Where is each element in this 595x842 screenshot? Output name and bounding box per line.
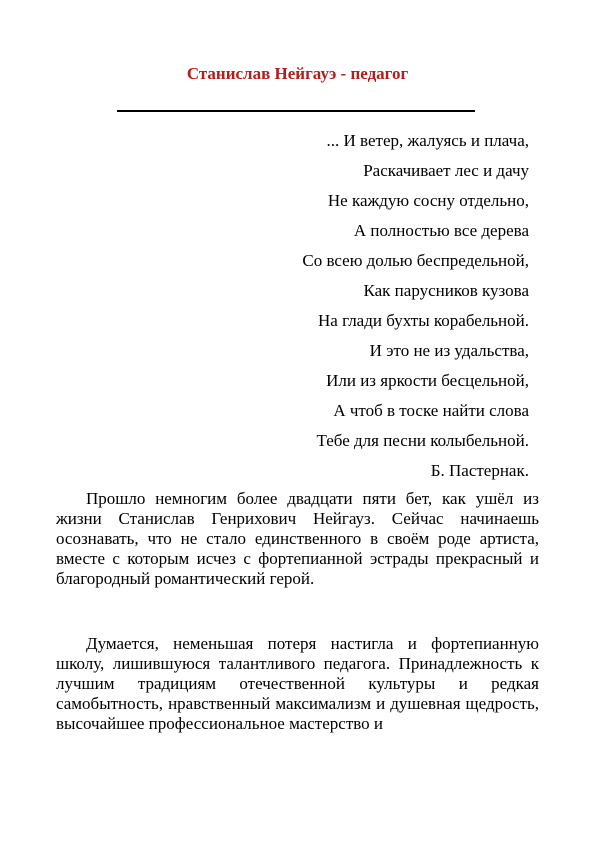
poem-author: Б. Пастернак. [430,461,529,480]
poem-line: А чтоб в тоске найти слова [333,401,529,420]
poem-line: Со всею долью беспредельной, [302,251,529,270]
poem-line: ... И ветер, жалуясь и плача, [326,131,529,150]
poem-line: Раскачивает лес и дачу [363,161,529,180]
epigraph-poem [129,126,529,486]
title-divider [117,110,475,112]
poem-line: Тебе для песни колыбельной. [316,431,529,450]
poem-line: На глади бухты корабельной. [318,311,529,330]
poem-line: И это не из удальства, [369,341,529,360]
body-paragraph: Прошло немногим более двадцати пяти бет, как ушёл из жизни Станислав Генрихович Нейгауз. Сейчас начинаешь осознавать, что не стало единственного в своём роде артиста, вместе с которым исчез с фортепианной эстрады прекрасный и благородный романтический герой. [56,489,539,588]
poem-line: А полностью все дерева [353,221,529,240]
page-title: Станислав Нейгауэ - педагог [186,64,409,83]
body-paragraph: Думается, неменьшая потеря настигла и фортепианную школу, лишившуюся талантливого педагога. Принадлежность к лучшим традициям отечественной культуры и редкая самобытность, нравственный максимализм и душевная щедрость, высочайшее профессиональное мастерство и [56,634,539,733]
poem-line: Или из яркости бесцельной, [326,371,529,390]
poem-line: Как парусников кузова [363,281,529,300]
poem-line: Не каждую сосну отдельно, [327,191,529,210]
